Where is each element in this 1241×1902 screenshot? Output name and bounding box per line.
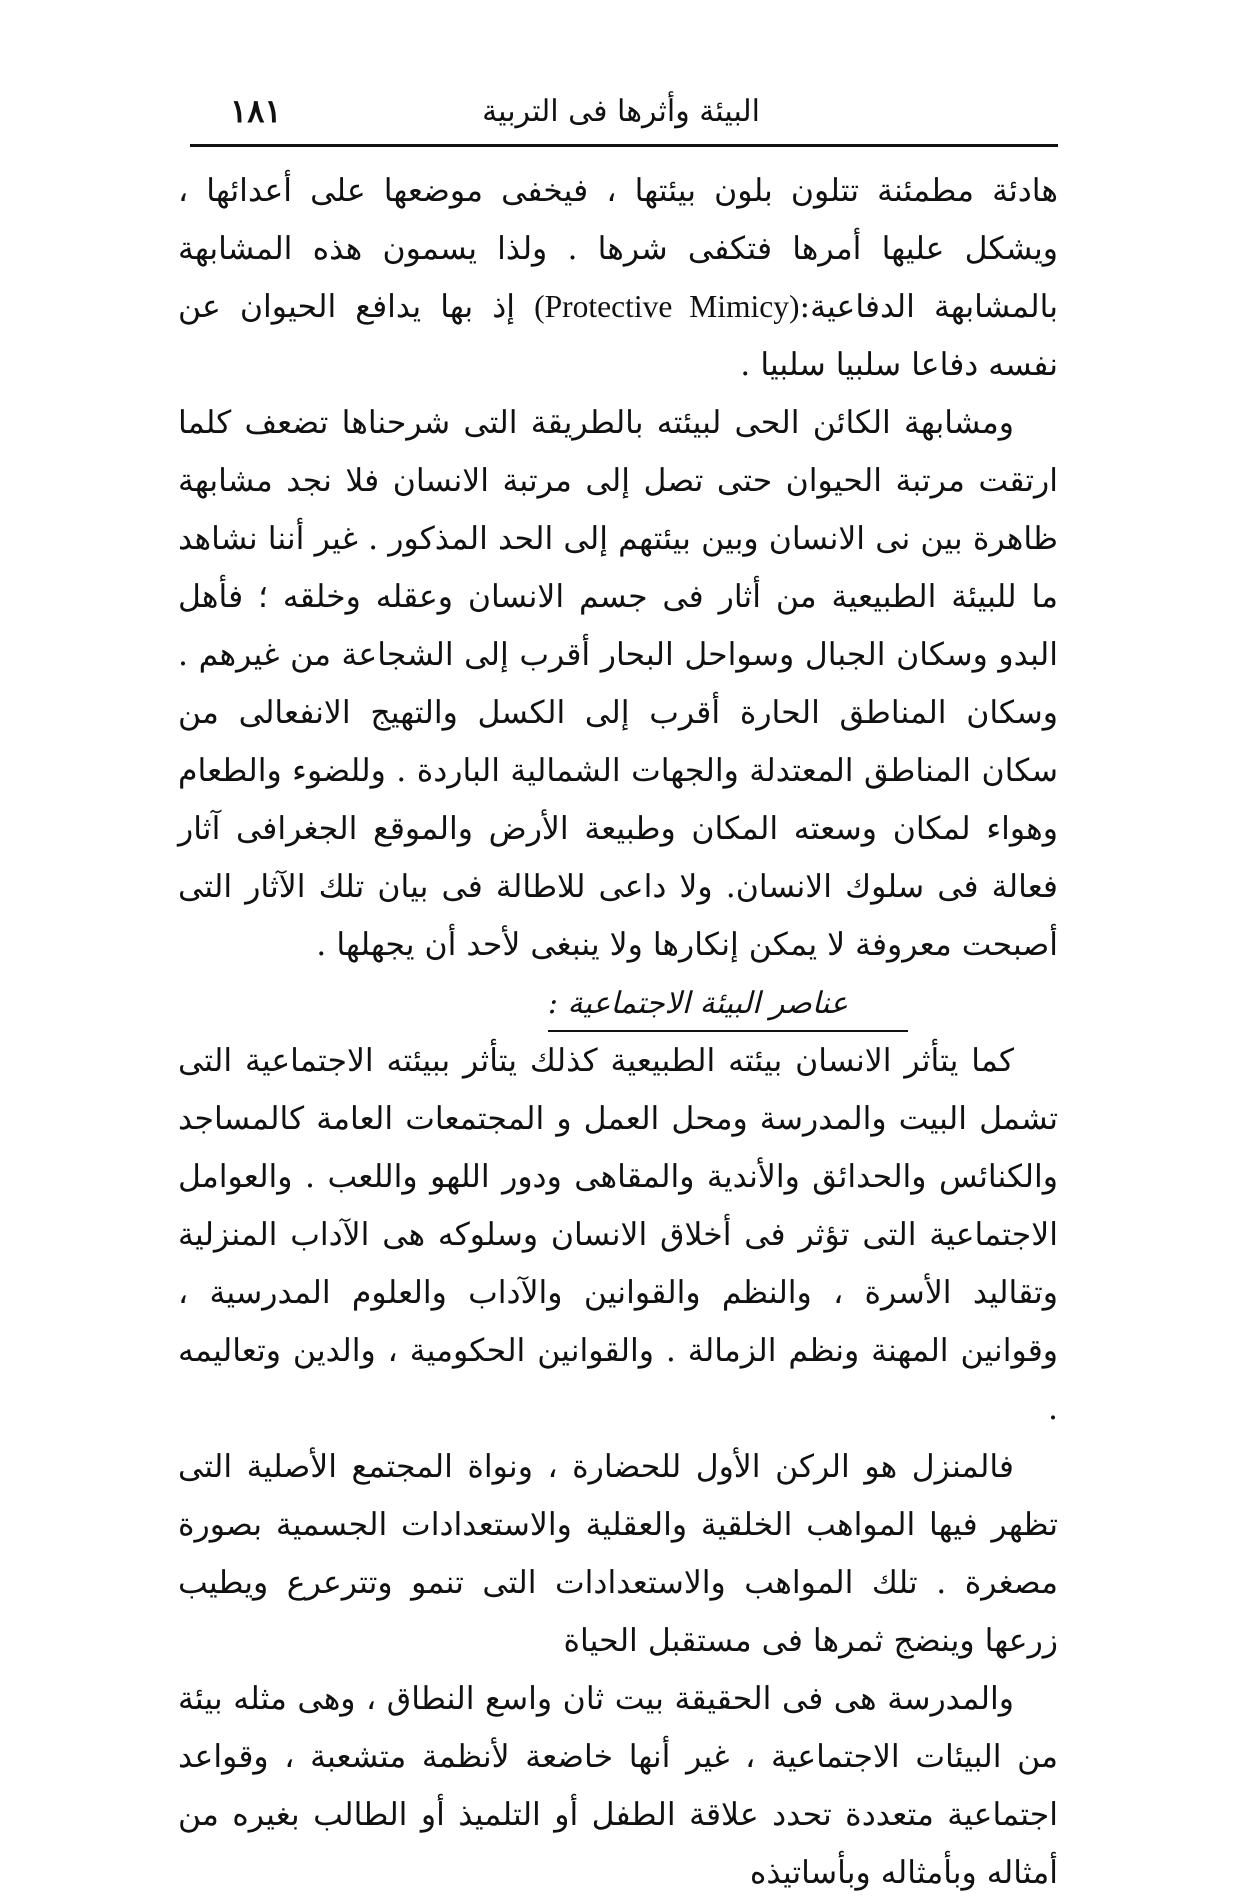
body-text	[178, 162, 1058, 1902]
paragraph-1-end: إذ بها يدافع الحيوان عن نفسه دفاعا سلبيا سلبيا .	[178, 289, 1058, 383]
paragraph-3: كما يتأثر الانسان بيئته الطبيعية كذلك يتأثر ببيئته الاجتماعية التى تشمل البيت والمدرسة ومحل العمل و المجتمعات العامة كالمساجد والكنائس والحدائق والأندية والمقاهى ودور اللهو واللعب . والعوامل الاجتماعية التى تؤثر فى أخلاق الانسان وسلوكه هى الآداب المنزلية وتقاليد الأسرة ، والنظم والقوانين والآداب والعلوم المدرسية ، وقوانين المهنة ونظم الزمالة . والقوانين الحكومية ، والدين وتعاليمه .	[178, 1043, 1058, 1427]
page-header	[190, 92, 1050, 142]
paragraph-2: ومشابهة الكائن الحى لبيئته بالطريقة التى شرحناها تضعف كلما ارتقت مرتبة الحيوان حتى تصل إلى مرتبة الانسان فلا نجد مشابهة ظاهرة بين نى الانسان وبين بيئتهم إلى الحد المذكور . غير أننا نشاهد ما للبيئة الطبيعية من أثار فى جسم الانسان وعقله وخلقه ؛ فأهل البدو وسكان الجبال وسواحل البحار أقرب إلى الشجاعة من غيرهم . وسكان المناطق الحارة أقرب إلى الكسل والتهيج الانفعالى من سكان المناطق المعتدلة والجهات الشمالية الباردة . وللضوء والطعام وهواء لمكان وسعته المكان وطبيعة الأرض والموقع الجغرافى آثار فعالة فى سلوك الانسان. ولا داعى للاطالة فى بيان تلك الآثار التى أصبحت معروفة لا يمكن إنكارها ولا ينبغى لأحد أن يجهلها .	[178, 405, 1058, 963]
paragraph-4: فالمنزل هو الركن الأول للحضارة ، ونواة المجتمع الأصلية التى تظهر فيها المواهب الخلقية والعقلية والاستعدادات الجسمية بصورة مصغرة . تلك المواهب والاستعدادات التى تنمو وتترعرع ويطيب زرعها وينضج ثمرها فى مستقبل الحياة	[178, 1449, 1058, 1659]
paragraph-5: والمدرسة هى فى الحقيقة بيت ثان واسع النطاق ، وهى مثله بيئة من البيئات الاجتماعية ، غير أنها خاضعة لأنظمة متشعبة ، وقواعد اجتماعية متعددة تحدد علاقة الطفل أو التلميذ أو الطالب بغيره من أمثاله وبأمثاله وبأساتيذه	[178, 1681, 1058, 1891]
section-heading: عناصر البيئة الاجتماعية :	[547, 986, 848, 1021]
latin-term: (Protective Mimicy)	[534, 289, 800, 324]
paragraph-1: هادئة مطمئنة تتلون بلون بيئتها ، فيخفى موضعها على أعدائها ، ويشكل عليها أمرها فتكفى شرها . ولذا يسمون هذه المشابهة بالمشابهة الدفاعية:(Protective Mimicy) إذ بها يدافع الحيوان عن نفسه دفاعا سلبيا سلبيا .	[178, 173, 1058, 383]
header-rule	[190, 144, 1058, 147]
paragraph-1-text: هادئة مطمئنة تتلون بلون بيئتها ، فيخفى موضعها على أعدائها ، ويشكل عليها أمرها فتكفى شرها . ولذا يسمون هذه المشابهة بالمشابهة الدفاعية	[178, 173, 1058, 325]
running-title: البيئة وأثرها فى التربية	[482, 94, 760, 129]
page-number: ١٨١	[230, 92, 282, 130]
